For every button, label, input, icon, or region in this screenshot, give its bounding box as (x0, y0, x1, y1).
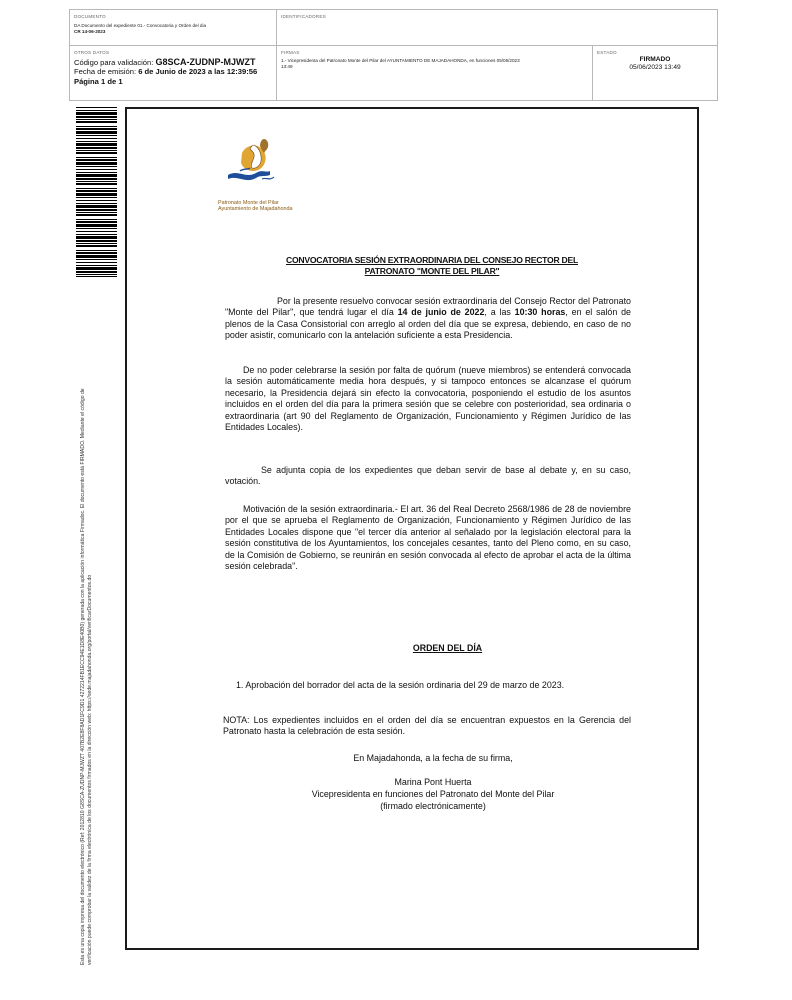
identificadores-label: IDENTIFICADORES (281, 14, 326, 19)
logo-line2: Ayuntamiento de Majadahonda (218, 206, 293, 213)
title-line1: CONVOCATORIA SESIÓN EXTRAORDINARIA DEL CONSEJO RECTOR DEL (286, 255, 578, 265)
signatory-role: Vicepresidenta en funciones del Patronato del Monte del Pilar (311, 789, 555, 799)
side-text-line2: verificación puede comprobar la validez de la firma electrónica de los documentos firmados en la dirección web: https://sede.majadahonda.org/portal/verificarDocumentos.do (87, 574, 94, 965)
firmas-line1: 1.- Vicepresidenta del Patronato Monte del Pilar del AYUNTAMIENTO DE MAJADAHONDA, en funciones 05/06/2023 (281, 58, 520, 63)
p1-end: , en el salón de plenos de la Casa Consistorial con arreglo al orden del día que se expresa, debiendo, en caso de no poder asistir, comunicarlo con la antelación suficiente a esta Presidencia. (225, 307, 631, 341)
nota-paragraph: NOTA: Los expedientes incluidos en el orden del día se encuentran expuestos en la Gerencia del Patronato hasta la celebración de esta sesión. (223, 715, 631, 737)
p1-mid: , a las (484, 307, 515, 318)
closing-place: En Majadahonda, a la fecha de su firma, (353, 753, 513, 763)
title-line2: PATRONATO "MONTE DEL PILAR" (364, 266, 500, 277)
paragraph-convocatoria (225, 296, 631, 342)
paragraph-adjunta: Se adjunta copia de los expedientes que deban servir de base al debate y, en su caso, votación. (225, 465, 631, 487)
fecha-value: 6 de Junio de 2023 a las 12:39:56 (138, 67, 258, 77)
orden-del-dia-heading: ORDEN DEL DÍA (412, 643, 483, 653)
paragraph-motivacion: Motivación de la sesión extraordinaria.- El art. 36 del Real Decreto 2568/1986 de 28 de noviembre por el que se aprueba el Reglamento de Organización, Funcionamiento y Régimen Jurídico de las Entidades Locales dispone que "el tercer día anterior al señalado por la legislación electoral para la sesión constitutiva de los Ayuntamientos, los concejales cesantes, tanto del Pleno como, en su caso, de la Comisión de Gobierno, se reunirán en sesión convocada al efecto de aprobar el acta de la última sesión celebrada". (225, 504, 631, 572)
p1-date: 14 de junio de 2022 (397, 307, 485, 318)
side-text-line1: Esta es una copia impresa del documento electrónico (Ref: 2012810 G8SCA-ZUDNP-MJWZT 407B2E8F8AD1FC9D1 4272214FB1ECC94E1D8E40B0) generada con la aplicación informática Firmadoc. El documento está FIRMADO. Mediante el código de (80, 388, 86, 965)
document-header (69, 9, 718, 101)
codigo-validacion (74, 58, 272, 67)
firmas-line2: 13:49 (281, 64, 293, 69)
estado-cell (593, 45, 717, 100)
pagina-indicator: Página 1 de 1 (74, 76, 123, 86)
p1-time: 10:30 horas (514, 307, 566, 318)
documento-line2: CR 14-06-2023 (74, 29, 106, 34)
firmas-label: FIRMAS (281, 50, 300, 55)
codigo-label: Código para validación: (74, 58, 154, 67)
patronato-logo (210, 135, 302, 213)
documento-cell (70, 10, 277, 45)
orden-item-1: 1. Aprobación del borrador del acta de la sesión ordinaria del 29 de marzo de 2023. (236, 680, 565, 690)
codigo-value: G8SCA-ZUDNP-MJWZT (155, 57, 256, 67)
patronato-logo-icon (210, 135, 302, 195)
otros-datos-cell (70, 45, 277, 100)
fecha-label: Fecha de emisión: (74, 67, 137, 77)
verification-side-text (80, 300, 94, 965)
barcode (76, 107, 117, 277)
p1-start: Por la presente resuelvo convocar sesión extraordinaria del Consejo Rector del Patronato "Monte del Pilar", que tendrá lugar el día (225, 296, 631, 318)
firmas-cell (277, 45, 593, 100)
documento-label: DOCUMENTO (74, 14, 106, 19)
estado-value: FIRMADO (639, 56, 671, 63)
logo-line1: Patronato Monte del Pilar (218, 200, 279, 206)
otros-label: OTROS DATOS (74, 50, 110, 55)
signed-note: (firmado electrónicamente) (380, 801, 486, 811)
estado-date: 05/06/2023 13:49 (629, 64, 681, 72)
signatory-name: Marina Pont Huerta (394, 777, 472, 787)
paragraph-quorum: De no poder celebrarse la sesión por falta de quórum (nueve miembros) se entenderá convocada la sesión automáticamente media hora después, y si tampoco entonces se alcanzase el quórum necesario, la Presidencia dejará sin efecto la convocatoria, posponiendo el estudio de los asuntos incluidos en el orden del día para la primera sesión que se celebre con posterioridad, sea ordinaria o extraordinaria (art 90 del Reglamento de Organización, Funcionamiento y Régimen Jurídico de las Entidades Locales). (225, 365, 631, 433)
documento-line1: DA Documento del expediente 01.- Convocatoria y Orden del dia (74, 23, 207, 28)
fecha-emision (74, 67, 272, 76)
estado-label: ESTADO (597, 50, 617, 55)
identificadores-cell (277, 10, 717, 45)
document-title (232, 255, 632, 278)
